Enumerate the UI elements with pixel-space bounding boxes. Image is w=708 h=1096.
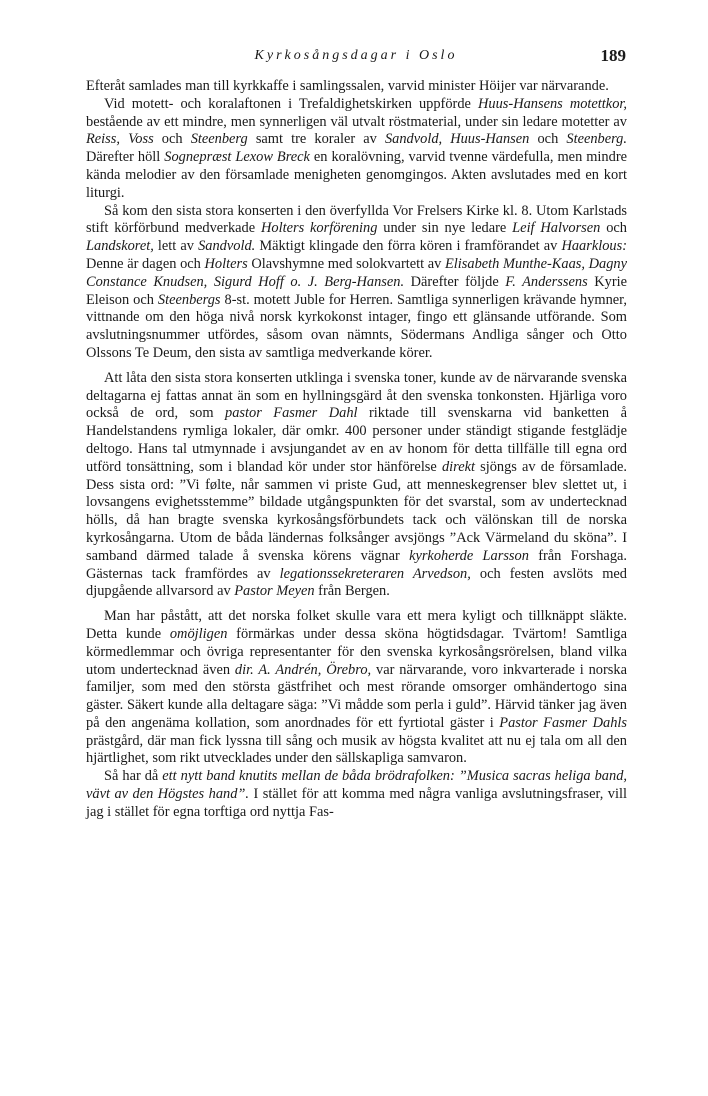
text-run: 8-st. motett Juble for Herren. Samtliga synnerligen krävande hymner, vittnande om den höga nivå norsk kyrkokonst intager, fingo ett glänsande utförande. Som avslutningsnummer utfördes, såsom ovan nämnts, Södermans Andliga sånger och Otto Olssons Te Deum, den sista av samtliga medverkande körer. bbox=[86, 291, 627, 361]
text-run: en koralövning, varvid tvenne värdefulla, men mindre kända melodier av den församlade menigheten genomgingos. Akten avslutades med en kort liturgi. bbox=[86, 149, 627, 201]
text-run: Vid motett- och koralaftonen i Trefaldighetskirken uppförde bbox=[104, 95, 479, 112]
italic-text: Sognepræst Lexow Breck bbox=[164, 149, 310, 166]
text-run: Olavshymne med solokvartett av bbox=[247, 255, 446, 272]
paragraph bbox=[86, 96, 627, 203]
italic-text: Huus-Hansens motettkor, bbox=[478, 95, 627, 112]
italic-text: Pastor Fasmer Dahls bbox=[499, 714, 627, 731]
italic-text: pastor Fasmer Dahl bbox=[225, 405, 358, 422]
italic-text: Steenberg. bbox=[566, 131, 627, 148]
text-run: från Forshaga. Gästernas tack framfördes av bbox=[86, 547, 627, 582]
page-number: 189 bbox=[600, 46, 626, 65]
italic-text: Haarklous: bbox=[561, 238, 627, 255]
text-run: från Bergen. bbox=[314, 583, 390, 600]
text-run: Mäktigt klingade den förra kören i framförandet av bbox=[255, 238, 562, 255]
italic-text: Reiss, Voss bbox=[86, 131, 154, 148]
text-run: och bbox=[529, 131, 567, 148]
text-run: Så kom den sista stora konserten i den överfyllda Vor Frelsers Kirke kl. 8. Utom Karlstads stift körförbund medverkade bbox=[86, 202, 627, 237]
text-run: och festen avslöts med djupgående allvarsord av bbox=[86, 565, 628, 600]
text-run: var närvarande, voro inkvarterade i norska familjer, som med den största gästfrihet och mest rörande omsorger omhändertogo sina gäster. Säkert kunde alla deltagare säga: ”Vi mådde som perla i guld”. Härvid tänker jag även på den angenäma kollation, som anordnades för ett fyrtiotal gäster i bbox=[86, 661, 627, 731]
italic-text: Pastor Meyen bbox=[234, 583, 315, 600]
running-title: Kyrkosångsdagar i Oslo bbox=[254, 48, 458, 63]
italic-text: Steenbergs bbox=[157, 291, 221, 308]
body-text bbox=[86, 78, 627, 822]
italic-text: dir. A. Andrén, Örebro, bbox=[234, 661, 372, 678]
text-run: lett av bbox=[153, 238, 199, 255]
italic-text: Landskoret, bbox=[86, 238, 154, 255]
text-run: I stället för att komma med några vanliga avslutningsfraser, vill jag i stället för egna torftiga ord nyttja Fas- bbox=[86, 786, 627, 820]
text-run: sjöngs av de församlade. Dess sista ord: ”Vi følte, når sammen vi priste Gud, att menneskegrenser blev slettet ut, i lovsangens evighetsstemme” bildade utgångspunkten för det svarstal, som av undertecknad hölls, då han bragte svenska kyrkosångsförbundets tack och välönskan till de norska kyrkosångarna. Utom de båda ländernas folksånger avsjöngs ”Ack Värmeland du sköna”. I samband därmed talade å svenska körens vägnar bbox=[86, 458, 627, 564]
italic-text: omöjligen bbox=[169, 625, 228, 642]
text-run: bestående av ett mindre, men synnerligen väl utvalt röstmaterial, under sin ledare motetter av bbox=[86, 113, 627, 130]
italic-text: Leif Halvorsen bbox=[512, 220, 601, 237]
italic-text: kyrkoherde Larsson bbox=[409, 547, 529, 564]
paragraph bbox=[86, 768, 627, 821]
paragraph bbox=[86, 78, 627, 96]
italic-text: F. Anderssens bbox=[505, 273, 588, 290]
italic-text: Sandvold, Huus-Hansen bbox=[384, 131, 530, 148]
italic-text: Holters bbox=[204, 255, 248, 272]
italic-text: Steenberg bbox=[190, 131, 248, 148]
text-run: Efteråt samlades man till kyrkkaffe i samlingssalen, varvid minister Höijer var närvarande. bbox=[86, 78, 609, 94]
text-run: Kyrie Eleison och bbox=[86, 273, 627, 308]
italic-text: ett nytt band knutits mellan de båda brödrafolken: ”Musica sacras heliga band, vävt av den Högstes hand”. bbox=[86, 768, 627, 803]
italic-text: Sandvold. bbox=[198, 238, 256, 255]
text-run: Denne är dagen och bbox=[86, 255, 205, 272]
text-run: prästgård, där man fick lyssna till sång och musik av högsta kvalitet att nu ej tala om all den hjärtlighet, som rikt utvecklades under den sällskapliga samvaron. bbox=[86, 732, 627, 767]
italic-text: Elisabeth Munthe-Kaas, Dagny Constance Knudsen, Sigurd Hoff o. J. Berg-Hansen. bbox=[86, 255, 627, 290]
text-run: Att låta den sista stora konserten utklinga i svenska toner, kunde av de närvarande svenska deltagarna ej fattas annat än som en hyllningsgärd åt den svenska tonkonsten. Hjärliga voro också de ord, som bbox=[86, 369, 627, 422]
text-run: riktade till svenskarna vid banketten å Handelstandens rymliga lokaler, där omkr. 400 personer under ständigt stigande festglädje deltogo. Hans tal utmynnade i avsjungandet av en av honom för detta tillfälle till egna ord utförd tonsättning, som i blandad kör under stor hänförelse bbox=[86, 405, 627, 475]
text-run: och bbox=[153, 131, 191, 148]
paragraph bbox=[86, 608, 627, 768]
text-run: Så har då bbox=[104, 768, 163, 785]
paragraph bbox=[86, 203, 627, 363]
text-run: och bbox=[600, 220, 627, 237]
paragraph bbox=[86, 370, 627, 601]
text-run: förmärkas under dessa sköna högtidsdagar. Tvärtom! Samtliga körmedlemmar och övriga representanter för den svenska kyrkosångsrörelsen, bland vilka utom undertecknad även bbox=[86, 625, 627, 678]
running-head bbox=[86, 48, 626, 70]
italic-text: Holters korförening bbox=[261, 220, 378, 237]
text-run: Därefter höll bbox=[86, 149, 165, 166]
text-run: under sin nye ledare bbox=[377, 220, 513, 237]
italic-text: direkt bbox=[441, 458, 475, 475]
text-run: Man har påstått, att det norska folket skulle vara ett mera kyligt och tillknäppt släkte. Detta kunde bbox=[86, 608, 627, 642]
italic-text: legationssekreteraren Arvedson, bbox=[279, 565, 471, 582]
text-run: Därefter följde bbox=[404, 273, 506, 290]
text-run: samt tre koraler av bbox=[247, 131, 385, 148]
